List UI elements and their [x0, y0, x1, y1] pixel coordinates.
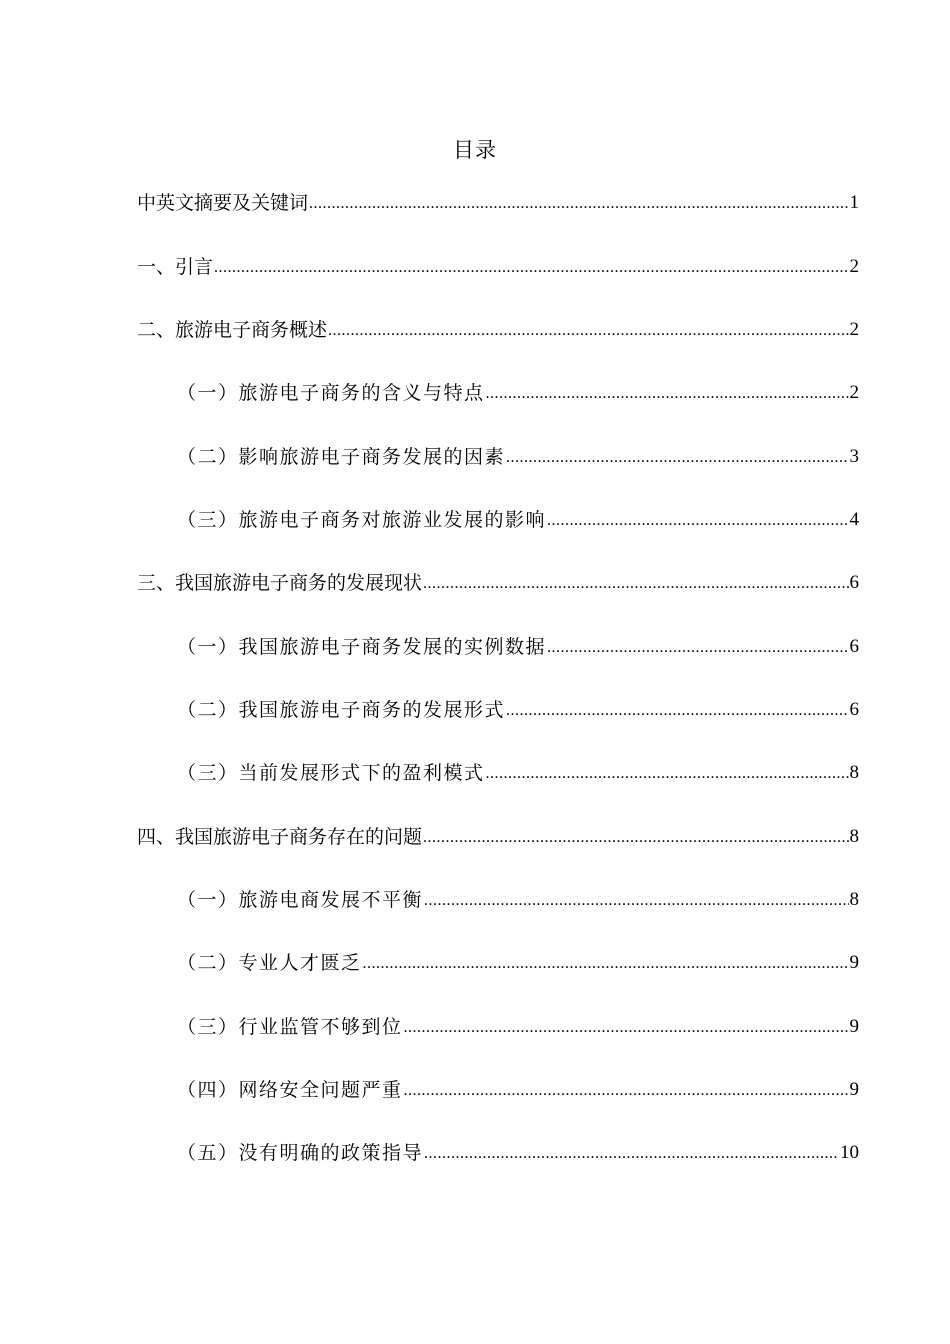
toc-entry-page: 6	[849, 699, 859, 720]
toc-entry[interactable]	[177, 756, 859, 786]
toc-entry-label: （一）旅游电子商务的含义与特点	[177, 382, 485, 404]
toc-entry-page: 3	[849, 446, 859, 467]
toc-entry-page: 4	[849, 509, 859, 530]
toc-entry[interactable]	[177, 376, 859, 406]
toc-leader	[506, 446, 848, 470]
toc-leader	[404, 1016, 849, 1040]
toc-entry-page: 9	[849, 952, 859, 973]
toc-leader	[424, 889, 848, 913]
toc-entry-page: 2	[849, 319, 859, 340]
toc-title: 目录	[453, 138, 497, 162]
toc-entry-page: 8	[849, 762, 859, 783]
toc-leader	[404, 1079, 849, 1103]
toc-leader	[506, 699, 848, 723]
toc-leader	[423, 572, 848, 596]
toc-entry[interactable]	[137, 566, 859, 596]
toc-leader	[486, 762, 849, 786]
toc-entry-label: （三）旅游电子商务对旅游业发展的影响	[177, 509, 547, 531]
toc-entry[interactable]	[137, 820, 859, 850]
toc-entry[interactable]	[177, 883, 859, 913]
toc-entry-label: 二、旅游电子商务概述	[137, 319, 328, 341]
toc-entry-page: 2	[849, 256, 859, 277]
toc-entry-label: 四、我国旅游电子商务存在的问题	[137, 826, 423, 848]
toc-entry-page: 2	[849, 382, 859, 403]
toc-entry-label: 中英文摘要及关键词	[137, 192, 309, 214]
toc-leader	[486, 382, 849, 406]
toc-leader	[424, 1142, 839, 1166]
toc-leader	[309, 192, 848, 216]
toc-entry[interactable]	[137, 186, 859, 216]
toc-entry-label: （一）旅游电商发展不平衡	[177, 889, 424, 911]
toc-leader	[363, 952, 849, 976]
toc-leader	[214, 256, 848, 280]
toc-entry[interactable]	[177, 440, 859, 470]
toc-entry-page: 6	[849, 636, 859, 657]
toc-entry-label: 一、引言	[137, 256, 214, 278]
toc-entry[interactable]	[177, 946, 859, 976]
toc-entry-label: （一）我国旅游电子商务发展的实例数据	[177, 636, 547, 658]
toc-leader	[423, 826, 848, 850]
toc-entry-label: （二）我国旅游电子商务的发展形式	[177, 699, 506, 721]
toc-entry[interactable]	[137, 250, 859, 280]
toc-entry[interactable]	[177, 1136, 859, 1166]
toc-entry[interactable]	[177, 630, 859, 660]
toc-entry-page: 9	[849, 1079, 859, 1100]
toc-entry-label: （三）行业监管不够到位	[177, 1016, 403, 1038]
toc-leader	[328, 319, 848, 343]
toc-leader	[547, 636, 848, 660]
toc-entry[interactable]	[177, 503, 859, 533]
toc-entry-label: （四）网络安全问题严重	[177, 1079, 403, 1101]
toc-entry-page: 8	[849, 826, 859, 847]
toc-entry-label: （二）影响旅游电子商务发展的因素	[177, 446, 506, 468]
toc-entry[interactable]	[177, 1073, 859, 1103]
toc-entry-page: 9	[849, 1016, 859, 1037]
toc-entry-page: 8	[849, 889, 859, 910]
toc-entry-label: 三、我国旅游电子商务的发展现状	[137, 572, 423, 594]
toc-entry-label: （二）专业人才匮乏	[177, 952, 362, 974]
toc-entry-label: （三）当前发展形式下的盈利模式	[177, 762, 485, 784]
toc-entry[interactable]	[177, 1010, 859, 1040]
toc-entry[interactable]	[137, 313, 859, 343]
toc-entry-page: 6	[849, 572, 859, 593]
toc-leader	[547, 509, 848, 533]
toc-entry-page: 1	[849, 192, 859, 213]
toc-entry-page: 10	[840, 1142, 859, 1163]
toc-entry[interactable]	[177, 693, 859, 723]
toc-entry-label: （五）没有明确的政策指导	[177, 1142, 424, 1164]
